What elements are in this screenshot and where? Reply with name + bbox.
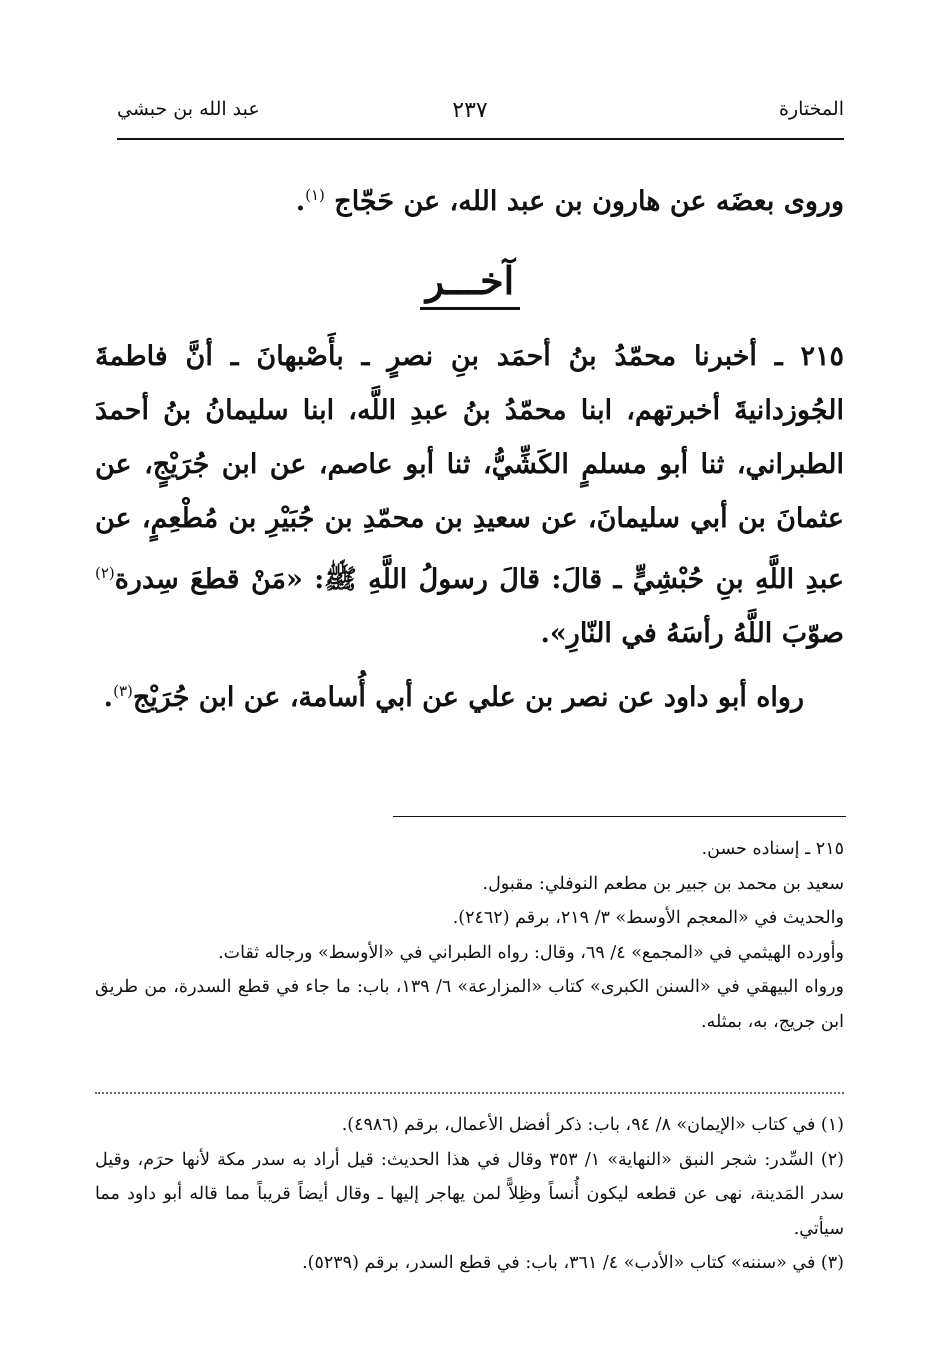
hadith-text: ٢١٥ ـ أخبرنا محمّدُ بنُ أحمَد بنِ نصرٍ ـ بأَصْبهانَ ـ أنَّ فاطمةَ الجُوزدانيةَ أخبرتهم، ابنا محمّدُ بنُ عبدِ اللَّه، ابنا سليمانُ بنُ أحمدَ الطبراني، ثنا أبو مسلمٍ الكَشِّيُّ، ثنا أبو عاصم، عن ابن جُرَيْجٍ، عن عثمانَ بن أبي سليمانَ، عن سعيدِ بن محمّدِ بن جُبَيْرِ بن مُطْعِمٍ، عن عبدِ اللَّهِ بنِ حُبْشِيٍّ ـ قالَ: قالَ رسولُ اللَّهِ ﷺ: «مَنْ قطعَ سِدرة <box>95 341 844 595</box>
running-header-book-title: المختارة <box>779 98 844 120</box>
footnote-ref-2: (٢) <box>95 564 115 582</box>
header-rule <box>117 138 844 140</box>
intro-end: . <box>295 186 306 217</box>
footnotes-block <box>95 1108 844 1281</box>
commentary-rule <box>393 816 846 817</box>
footnote-3: (٣) في «سننه» كتاب «الأدب» ٤/ ٣٦١، باب: في قطع السدر، برقم (٥٢٣٩). <box>302 1253 844 1273</box>
hadith-end: صوّبَ اللَّهُ رأسَهُ في النّارِ». <box>540 618 844 649</box>
commentary-line: وأورده الهيثمي في «المجمع» ٤/ ٦٩، وقال: رواه الطبراني في «الأوسط» ورجاله ثقات. <box>218 942 844 963</box>
running-header-chapter: عبد الله بن حبشي <box>117 98 260 120</box>
page-number: ٢٣٧ <box>452 98 488 123</box>
narration-paragraph <box>95 664 844 725</box>
intro-text: وروى بعضَه عن هارون بن عبد الله، عن حَجّاج <box>334 186 844 217</box>
footnote-2: (٢) السِّدر: شجر النبق «النهاية» ١/ ٣٥٣ وقال في هذا الحديث: قيل أراد به سدر مكة لأنها حرَم، وقيل سدر المَدينة، نهى عن قطعه ليكون أُنساً وظِلاًّ لمن يهاجر إليها ـ وقال أيضاً قريباً مما قاله أبو داود مما سيأتي. <box>95 1149 844 1239</box>
footnote-separator <box>95 1092 844 1094</box>
footnote-ref-3: (٣) <box>113 682 133 700</box>
footnote-ref-1: (١) <box>305 186 325 204</box>
hadith-paragraph <box>95 330 844 661</box>
commentary-line: ورواه البيهقي في «السنن الكبرى» كتاب «المزارعة» ٦/ ١٣٩، باب: ما جاء في قطع السدرة، من طريق ابن جريج، به، بمثله. <box>95 977 844 1032</box>
intro-paragraph <box>95 168 844 229</box>
commentary-line: ٢١٥ ـ إسناده حسن. <box>701 839 844 859</box>
section-heading: آخـــر <box>0 258 940 310</box>
narration-text: رواه أبو داود عن نصر بن علي عن أبي أُسامة، عن ابن جُرَيْج <box>132 682 804 713</box>
footnote-1: (١) في كتاب «الإيمان» ٨/ ٩٤، باب: ذكر أفضل الأعمال، برقم (٤٩٨٦). <box>341 1115 844 1135</box>
commentary-line: سعيد بن محمد بن جبير بن مطعم النوفلي: مقبول. <box>482 873 844 894</box>
commentary-line: والحديث في «المعجم الأوسط» ٣/ ٢١٩، برقم (٢٤٦٢). <box>452 908 844 928</box>
narration-end: . <box>103 682 114 713</box>
commentary-block <box>95 832 844 1039</box>
